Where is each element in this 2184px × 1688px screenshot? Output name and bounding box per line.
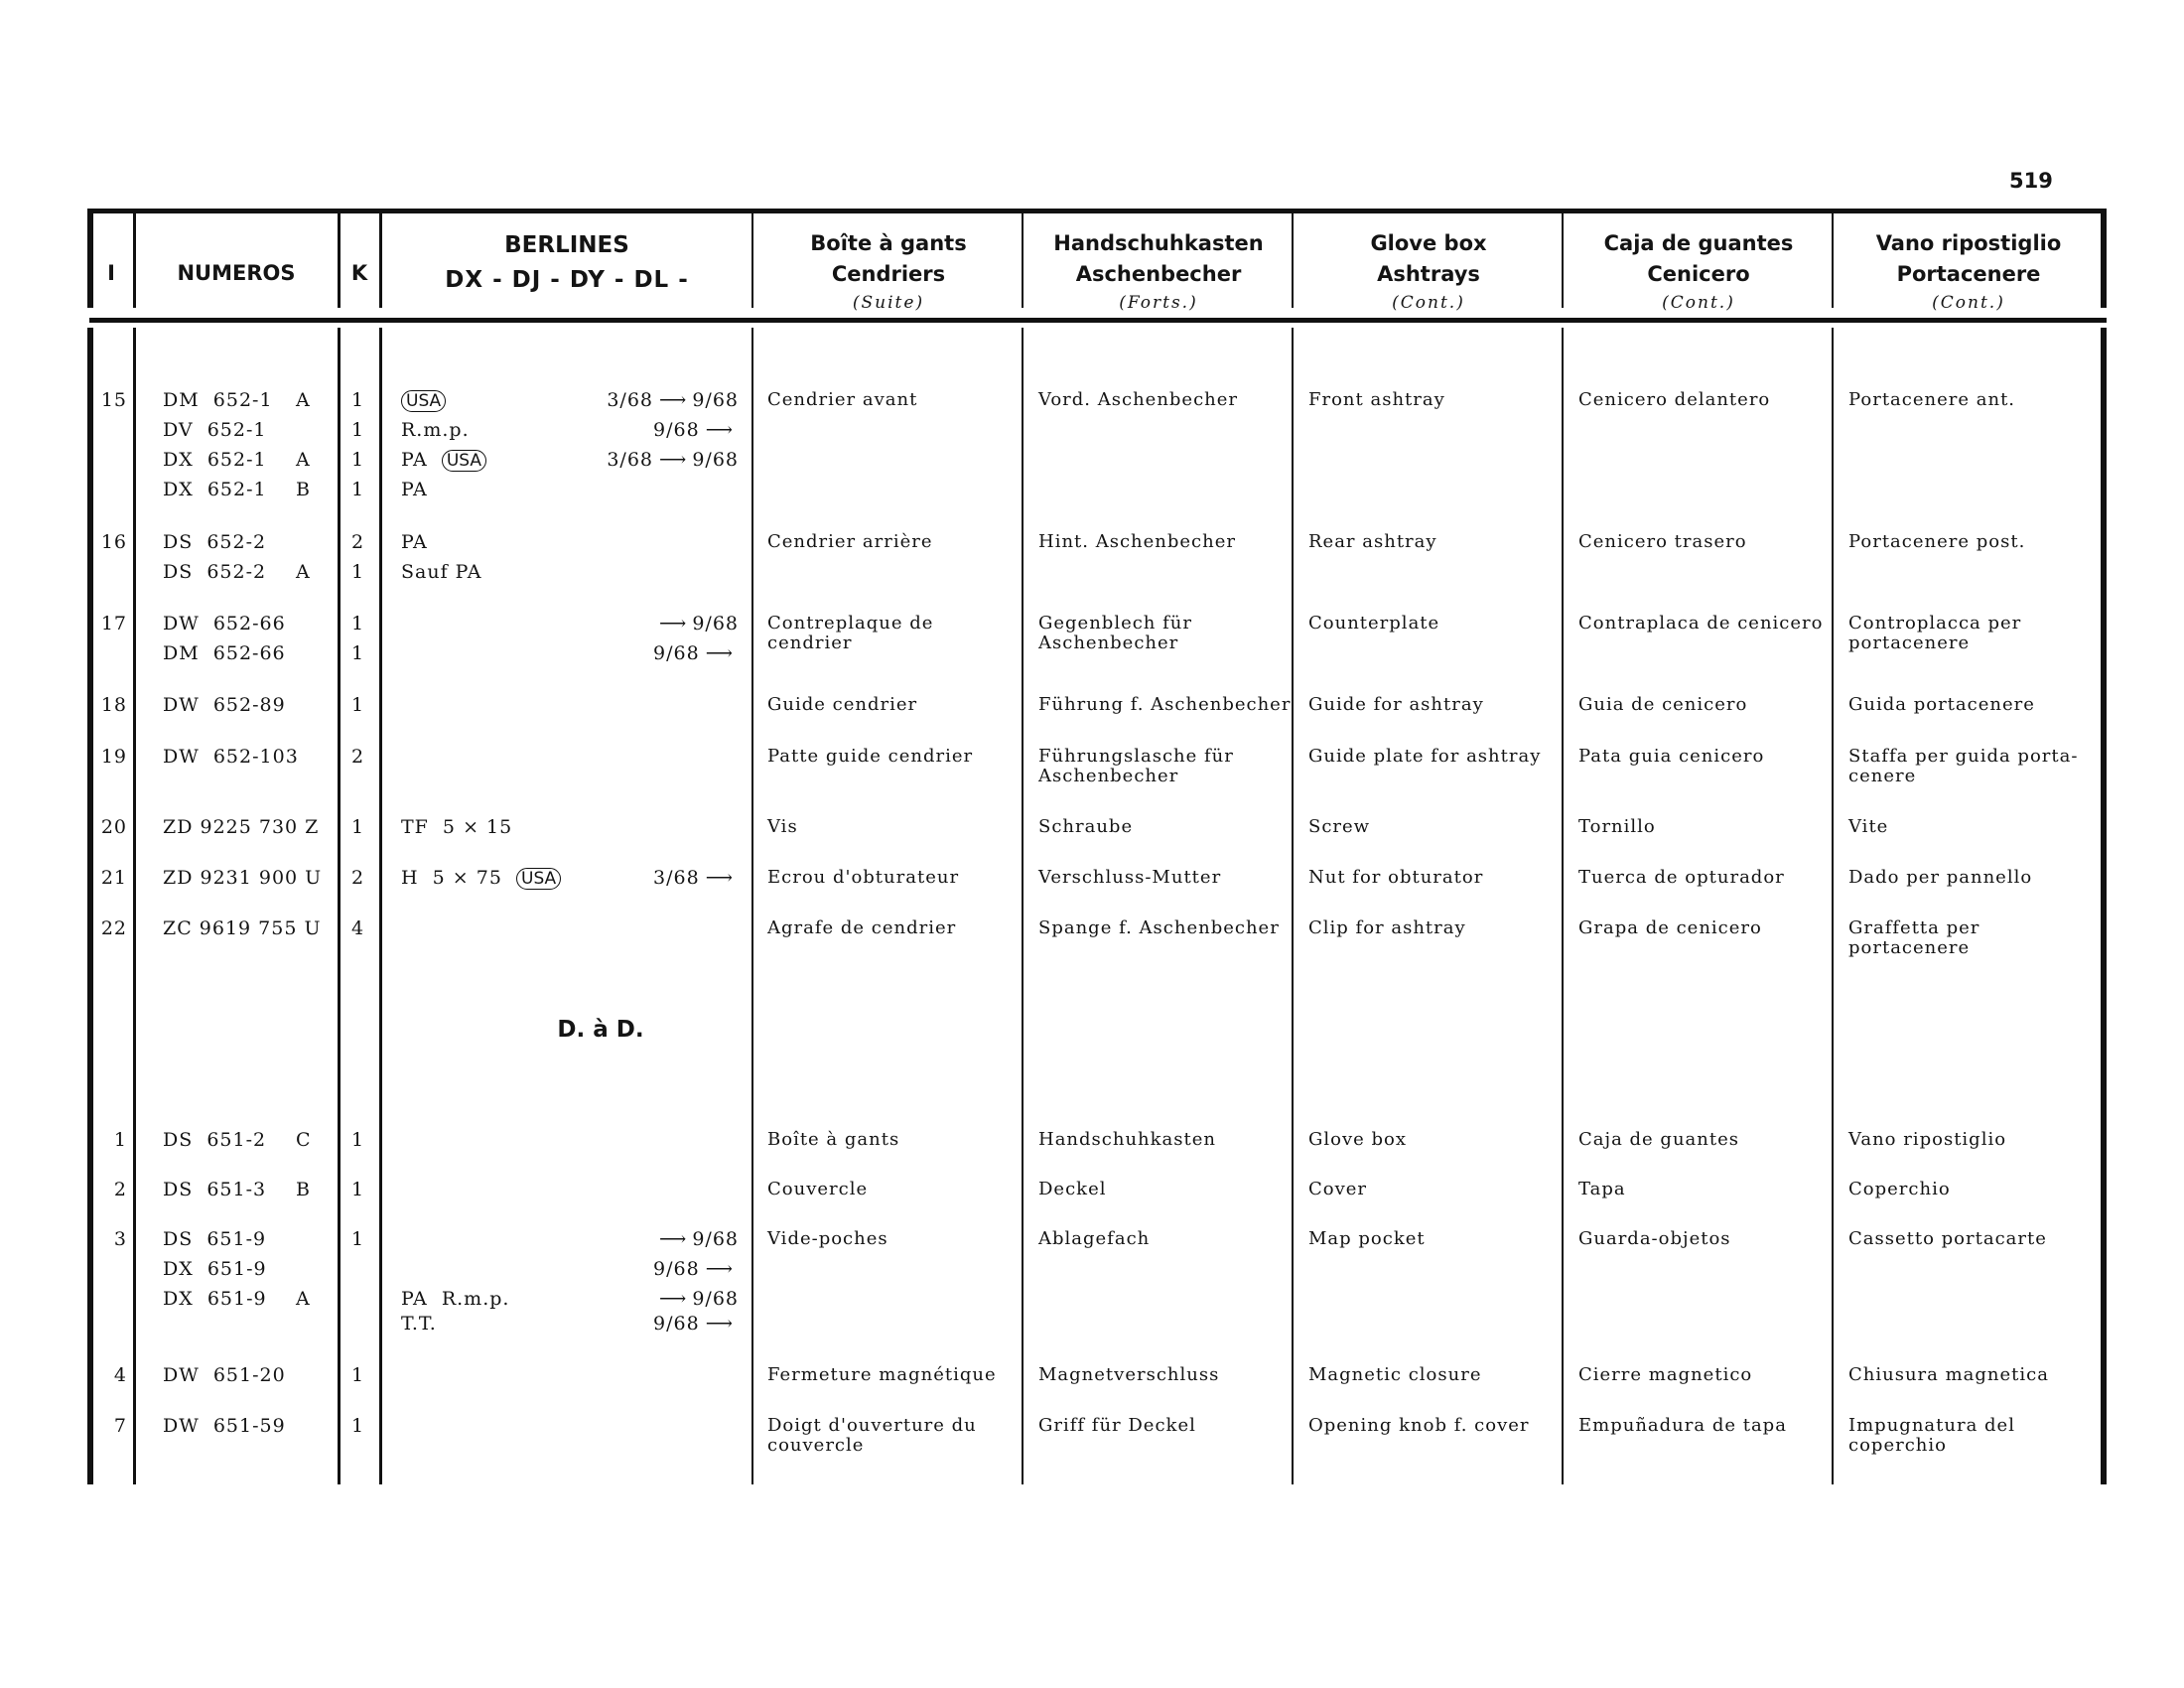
description-en: Screw [1308,816,1371,837]
header-en-line2: Ashtrays [1377,262,1480,286]
part-number: ZD 9231 900 U [163,867,323,889]
description-de: Führung f. Aschenbecher [1038,694,1292,715]
date-to: 9/68 [692,389,739,411]
description-it: Controplacca per portacenere [1848,613,2022,653]
header-fr-line2: Cendriers [831,262,946,286]
description-it: Portacenere ant. [1848,389,2016,410]
date-to: 9/68 [692,1228,739,1250]
part-suffix: B [296,1179,311,1200]
quantity: 1 [351,479,365,500]
description-it: Staffa per guida porta-cenere [1848,746,2079,786]
date-range [556,390,739,411]
header-de-line2: Aschenbecher [1075,262,1242,286]
description-en: Map pocket [1308,1228,1426,1249]
row-index: 21 [100,867,127,889]
info-text: PA R.m.p. [401,1288,510,1310]
description-fr: Patte guide cendrier [767,746,974,767]
row-index: 4 [113,1364,127,1386]
description-it: Chiusura magnetica [1848,1364,2049,1385]
part-number: DV 652-1 [163,419,267,441]
arrow-icon: ⟶ [699,1313,739,1335]
row-index: 3 [113,1228,127,1250]
part-suffix: C [296,1129,312,1151]
header-en-line3: (Cont.) [1392,293,1465,313]
description-de: Handschuhkasten [1038,1129,1216,1150]
header-de-line3: (Forts.) [1119,293,1198,313]
description-en: Clip for ashtray [1308,917,1466,938]
description-en: Nut for obturator [1308,867,1484,888]
description-es: Empuñadura de tapa [1578,1415,1787,1436]
part-suffix: A [296,449,311,471]
row-index: 19 [100,746,127,768]
application-info [401,562,481,583]
left-border [87,328,93,1484]
application-info [401,450,486,472]
header-numeros: NUMEROS [177,261,296,285]
quantity: 1 [351,449,365,471]
description-it: Dado per pannello [1848,867,2033,888]
part-number: DM 652-1 [163,389,273,411]
description-fr: Fermeture magnétique [767,1364,997,1385]
description-de: Schraube [1038,816,1134,837]
col-divider-i [133,328,136,1484]
description-en: Cover [1308,1179,1368,1199]
col-divider-berlines-head [751,209,753,308]
header-de-line1: Handschuhkasten [1053,231,1264,255]
date-range [556,450,739,471]
description-fr: Vide-poches [767,1228,888,1249]
table-top-border [89,209,2107,213]
header-en [1295,228,1563,316]
quantity: 1 [351,1364,365,1386]
description-fr: Guide cendrier [767,694,918,715]
row-index: 18 [100,694,127,716]
description-es: Guarda-objetos [1578,1228,1731,1249]
application-info [401,480,428,500]
description-fr: Vis [767,816,798,837]
description-en: Magnetic closure [1308,1364,1482,1385]
info-text: Sauf PA [401,561,482,583]
quantity: 1 [351,419,365,441]
row-index: 16 [100,531,127,553]
description-it: Coperchio [1848,1179,1951,1199]
part-number: ZD 9225 730 Z [163,816,320,838]
col-divider-de [1292,328,1294,1484]
date-from: 9/68 [653,1258,700,1280]
part-number: DS 651-3 [163,1179,267,1200]
quantity: 1 [351,694,365,716]
quantity: 2 [351,746,365,768]
date-range [556,1229,739,1250]
application-info [401,868,561,890]
description-de: Führungslasche für Aschenbecher [1038,746,1234,786]
info-text: PA [401,531,428,553]
description-fr: Cendrier avant [767,389,918,410]
col-divider-k-head [379,209,382,308]
application-info [401,420,470,441]
description-en: Glove box [1308,1129,1408,1150]
part-suffix: A [296,1288,311,1310]
date-from: 3/68 [607,449,653,471]
description-es: Cenicero trasero [1578,531,1747,552]
row-index: 15 [100,389,127,411]
application-info [401,1314,437,1335]
quantity: 4 [351,917,365,939]
part-number: DS 652-2 [163,531,267,553]
header-fr [754,228,1023,316]
description-es: Grapa de cenicero [1578,917,1762,938]
part-suffix: B [296,479,311,500]
header-i: I [107,261,115,285]
description-it: Vano ripostiglio [1848,1129,2007,1150]
info-text: T.T. [401,1313,437,1335]
part-number: DS 651-2 [163,1129,267,1151]
description-de: Spange f. Aschenbecher [1038,917,1280,938]
quantity: 1 [351,1129,365,1151]
quantity: 1 [351,1415,365,1437]
col-divider-es [1832,328,1834,1484]
header-berlines-models: DX - DJ - DY - DL - [445,267,689,293]
info-text: H 5 × 75 [401,867,516,889]
quantity: 1 [351,642,365,664]
part-number: DX 652-1 [163,479,267,500]
arrow-icon: ⟶ [699,867,739,889]
description-fr: Contreplaque de cendrier [767,613,934,653]
col-divider-fr [1022,328,1024,1484]
date-to: 9/68 [692,449,739,471]
part-number: DX 651-9 [163,1288,267,1310]
header-es-line1: Caja de guantes [1603,231,1794,255]
header-fr-line1: Boîte à gants [810,231,967,255]
description-es: Pata guia cenicero [1578,746,1765,767]
description-it: Vite [1848,816,1889,837]
usa-badge: USA [516,868,561,890]
header-es-line2: Cenicero [1647,262,1750,286]
description-it: Portacenere post. [1848,531,2026,552]
part-number: DX 652-1 [163,449,267,471]
description-de: Gegenblech für Aschenbecher [1038,613,1192,653]
col-divider-numeros [338,328,341,1484]
header-it-line1: Vano ripostiglio [1875,231,2062,255]
usa-badge: USA [401,390,446,412]
description-fr: Cendrier arrière [767,531,933,552]
date-from: 9/68 [653,419,700,441]
description-it: Guida portacenere [1848,694,2035,715]
part-suffix: A [296,389,311,411]
description-es: Cenicero delantero [1578,389,1771,410]
description-de: Vord. Aschenbecher [1038,389,1239,410]
application-info [401,1289,509,1310]
description-fr: Agrafe de cendrier [767,917,957,938]
description-es: Cierre magnetico [1578,1364,1753,1385]
description-de: Hint. Aschenbecher [1038,531,1236,552]
date-range [556,1289,739,1310]
description-de: Magnetverschluss [1038,1364,1220,1385]
header-it [1835,228,2103,316]
date-from: 9/68 [653,1313,700,1335]
description-fr: Doigt d'ouverture du couvercle [767,1415,977,1456]
description-en: Guide plate for ashtray [1308,746,1542,767]
quantity: 1 [351,1179,365,1200]
description-en: Counterplate [1308,613,1440,633]
date-range [556,1259,739,1280]
quantity: 2 [351,531,365,553]
arrow-icon: ⟶ [699,1258,739,1280]
row-index: 2 [113,1179,127,1200]
description-es: Guia de cenicero [1578,694,1748,715]
description-de: Griff für Deckel [1038,1415,1196,1436]
description-it: Impugnatura del coperchio [1848,1415,2015,1456]
description-es: Tornillo [1578,816,1656,837]
part-number: DW 651-59 [163,1415,286,1437]
part-number: DM 652-66 [163,642,286,664]
part-number: DW 652-66 [163,613,286,634]
row-index: 22 [100,917,127,939]
part-suffix: A [296,561,311,583]
part-number: DW 652-103 [163,746,299,768]
date-from: 9/68 [653,642,700,664]
header-de [1024,228,1293,316]
quantity: 1 [351,613,365,634]
info-text: PA [401,449,442,471]
row-index: 7 [113,1415,127,1437]
header-es-line3: (Cont.) [1662,293,1735,313]
row-index: 1 [113,1129,127,1151]
description-es: Tapa [1578,1179,1626,1199]
part-number: ZC 9619 755 U [163,917,322,939]
header-it-line2: Portacenere [1896,262,2041,286]
date-range [556,643,739,664]
part-number: DS 652-2 [163,561,267,583]
description-fr: Ecrou d'obturateur [767,867,960,888]
date-range [556,1314,739,1335]
info-text: PA [401,479,428,500]
section-title: D. à D. [557,1017,644,1043]
description-de: Deckel [1038,1179,1107,1199]
col-divider-k [379,328,382,1484]
application-info [401,817,512,838]
header-bottom-border [89,318,2107,323]
description-es: Caja de guantes [1578,1129,1739,1150]
date-from: 3/68 [607,389,653,411]
header-k: K [350,261,368,285]
quantity: 1 [351,816,365,838]
description-en: Guide for ashtray [1308,694,1484,715]
description-it: Cassetto portacarte [1848,1228,2047,1249]
page-number: 519 [2009,169,2053,193]
description-it: Graffetta per portacenere [1848,917,1980,958]
header-fr-line3: (Suite) [852,293,925,313]
arrow-icon: ⟶ [653,449,693,471]
date-to: 9/68 [692,1288,739,1310]
right-border [2101,328,2107,1484]
date-from: 3/68 [653,867,700,889]
description-en: Opening knob f. cover [1308,1415,1530,1436]
col-divider-berlines [751,328,753,1484]
arrow-icon: ⟶ [653,1228,693,1250]
arrow-icon: ⟶ [653,613,693,634]
info-text: R.m.p. [401,419,470,441]
part-number: DX 651-9 [163,1258,267,1280]
description-en: Front ashtray [1308,389,1445,410]
description-fr: Boîte à gants [767,1129,900,1150]
arrow-icon: ⟶ [653,389,693,411]
header-en-line1: Glove box [1370,231,1487,255]
row-index: 20 [100,816,127,838]
application-info [401,532,428,553]
description-es: Tuerca de opturador [1578,867,1785,888]
date-range [556,868,739,889]
description-es: Contraplaca de cenicero [1578,613,1824,633]
info-text: TF 5 × 15 [401,816,513,838]
quantity: 1 [351,561,365,583]
header-it-line3: (Cont.) [1932,293,2005,313]
quantity: 2 [351,867,365,889]
date-range [556,614,739,634]
usa-badge: USA [442,450,486,472]
col-divider-en [1562,328,1564,1484]
description-de: Ablagefach [1038,1228,1151,1249]
quantity: 1 [351,389,365,411]
description-en: Rear ashtray [1308,531,1437,552]
quantity: 1 [351,1228,365,1250]
row-index: 17 [100,613,127,634]
part-number: DW 651-20 [163,1364,286,1386]
arrow-icon: ⟶ [653,1288,693,1310]
part-number: DW 652-89 [163,694,286,716]
description-de: Verschluss-Mutter [1038,867,1222,888]
header-es [1565,228,1833,316]
part-number: DS 651-9 [163,1228,267,1250]
header-berlines-title: BERLINES [504,232,629,258]
description-fr: Couvercle [767,1179,869,1199]
header-berlines [383,228,751,298]
date-to: 9/68 [692,613,739,634]
date-range [556,420,739,441]
arrow-icon: ⟶ [699,642,739,664]
arrow-icon: ⟶ [699,419,739,441]
application-info [401,390,446,412]
